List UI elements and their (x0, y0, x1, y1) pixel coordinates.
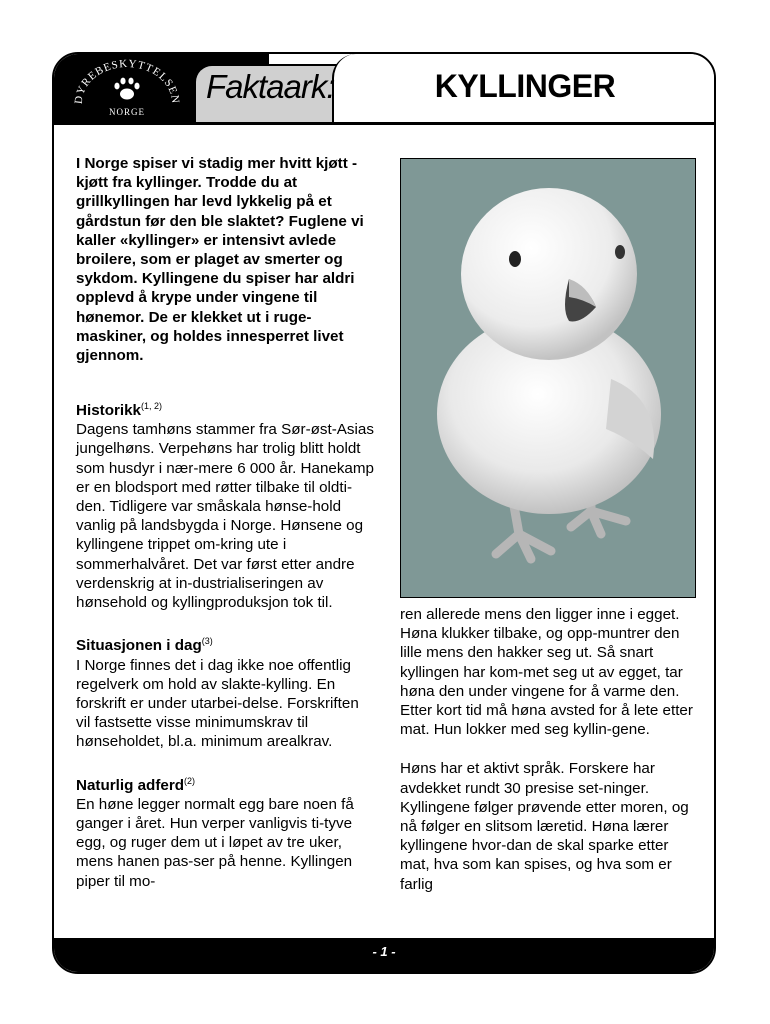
logo-text-top: DYREBESKYTTELSEN (72, 59, 182, 105)
situasjonen-text: I Norge finnes det i dag ikke noe offentlig regelverk om hold av slakte-kylling. En forskrift er under utarbei-delse. Forskriften vil fastsette visse minimumskrav til hønseholdet, bl.a. minimum arealkrav. (76, 656, 359, 751)
right-column (400, 605, 700, 894)
left-column (76, 397, 376, 911)
chick-photo (400, 158, 696, 598)
naturlig-heading: Naturlig adferd$^{(2)}$ (76, 775, 196, 794)
historikk-text: Dagens tamhøns stammer fra Sør-øst-Asias jungelhøns. Verpehøns har trolig blitt holdt som husdyr i nær-mere 6 000 år. Hanekamp er en blodsport med røtter tilbake til oldti-den. Tidligere var småskala hønse-hold vanlig på landsbygda i Norge. Hønsene og kyllingene trippet om-kring ute i sommerhalvåret. Det var først etter andre verdenskrig at in-dustrialiseringen av hønsehold og kyllingproduksjon tok til. (76, 421, 374, 612)
page-title: KYLLINGER (434, 68, 616, 104)
faktaark-label: Faktaark: (206, 68, 335, 105)
header (54, 54, 714, 124)
page-frame (52, 52, 716, 974)
naturlig-text: En høne legger normalt egg bare noen få ganger i året. Hun verper vanligvis ti-tyve egg, og ruger dem ut i løpet av tre uker, mens hanen pas-ser på henne. Kyllingen piper til mo- (76, 795, 354, 890)
logo (60, 59, 194, 119)
right-paragraph-1: ren allerede mens den ligger inne i egget. Høna klukker tilbake, og opp-muntrer den lille mens den hakker seg ut. Så snart kyllingen har kom-met seg ut av egget, tar høna den under vingene for å varme den. Etter kort tid må høna avsted for å lete etter mat. Hun lokker med seg kyllin-gene. (400, 606, 693, 739)
logo-text-bottom: NORGE (109, 107, 145, 117)
situasjonen-heading: Situasjonen i dag$^{(3)}$ (76, 636, 213, 655)
historikk-heading: Historikk$^{(1, 2)}$ (76, 401, 163, 420)
paw-icon (114, 78, 139, 100)
chick-icon (401, 159, 696, 598)
right-paragraph-2: Høns har et aktivt språk. Forskere har avdekket rundt 30 presise set-ninger. Kyllingene følger prøvende etter moren, og nå følger en slitsom læretid. Høna lærer kyllingene hvor-dan de skal sparke etter mat, hva som kan spises, og hva som er farlig (400, 760, 689, 893)
page-number: - 1 - (372, 944, 396, 959)
intro-paragraph: I Norge spiser vi stadig mer hvitt kjøtt - kjøtt fra kyllinger. Trodde du at grillkyllingen har levd lykkelig på et gårdstun før den ble slaktet? Fuglene vi kaller «kyllinger» er intensivt avlede broilere, som er plaget av smerter og sykdom. Kyllingene du spiser har aldri opplevd å krype under vingene til hønemor. De er klekket ut i ruge-maskiner, og holdes innesperret livet gjennom. (76, 155, 364, 365)
